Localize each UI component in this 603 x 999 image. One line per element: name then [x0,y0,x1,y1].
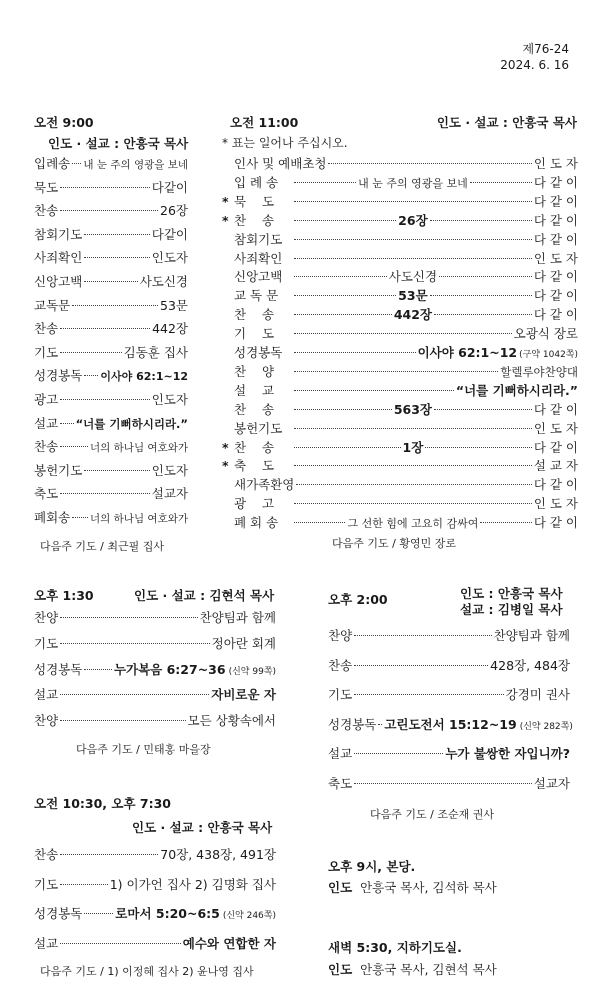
program-row [328,656,570,674]
program-label: 찬송 [34,203,59,219]
program-label: 사죄확인 [34,250,83,266]
program-row [222,305,578,323]
program-row [34,484,188,502]
dot-leader [84,234,149,235]
program-row [34,508,188,526]
program-label: 찬양 [328,628,353,643]
dot-leader [60,493,150,494]
program-row [34,154,188,172]
dot-leader [84,669,112,670]
program-value: 너의 하나님 여호와가 [90,442,188,455]
program-middle: 53문 [398,288,428,304]
dot-leader [294,371,498,372]
leader-label: 인도 [328,880,353,895]
dot-leader [294,390,454,391]
program-row [34,634,276,652]
dot-leader [60,187,150,188]
program-row [34,934,276,952]
program-extra: (구약 1042쪽) [519,350,578,360]
program-row [34,685,276,703]
service-time: 오후 1:30 [34,588,94,603]
leader-label: 인도 [328,962,353,977]
program-label: 성경봉독 [328,716,377,732]
program-row [34,461,188,479]
program-value: 다 같 이 [533,193,578,209]
program-row [34,875,276,893]
program-label: 성경봉독 [34,661,83,677]
dot-leader [84,375,98,376]
issue-number: 제76-24 [522,42,569,56]
dot-leader [60,399,150,400]
standing-marker: * [222,193,229,209]
dot-leader [60,423,73,424]
program-row [34,201,188,219]
dot-leader [60,694,209,695]
program-label: 기도 [34,876,59,892]
dot-leader [84,257,149,258]
dot-leader [60,720,185,721]
program-row [222,230,578,248]
next-week-prayer: 다음주 기도 / 1) 이정혜 집사 2) 윤나영 집사 [40,965,254,979]
program-label: 설교 [34,415,59,431]
program-value: 다같이 [151,179,188,195]
dot-leader [294,409,392,410]
program-row [222,173,578,191]
program-extra: (신약 282쪽) [519,721,573,732]
dot-leader [439,276,532,277]
next-week-prayer: 다음주 기도 / 최근필 집사 [40,539,164,553]
program-row [34,711,276,729]
dot-leader [425,447,532,448]
program-row [34,845,276,863]
program-value: 강경미 권사 [505,687,570,703]
program-label: 찬 송 [234,307,275,323]
program-value: 사도신경 [139,274,188,289]
program-label: 찬송 [34,439,59,455]
standing-marker: * [222,439,229,455]
program-value: 예수와 연합한 자 [182,935,276,951]
dot-leader [60,854,158,855]
dot-leader [60,884,108,885]
program-label: 설교 [34,935,59,951]
program-value: 인 도 자 [533,496,578,512]
program-value: 다 같 이 [533,401,579,417]
program-row [34,904,276,922]
program-row [328,774,570,792]
program-value: 고린도전서 15:12~19 [384,716,517,732]
program-row [328,626,570,644]
program-middle: 그 선한 힘에 고요히 감싸여 [347,517,479,531]
program-row [34,319,188,337]
program-value: “너를 기뻐하시리라.” [75,416,188,431]
program-label: 묵도 [34,179,59,195]
program-value: “너를 기뻐하시리라.” [455,382,578,398]
program-label: 신앙고백 [34,274,83,289]
program-value: 다 같 이 [533,477,578,493]
dot-leader [294,314,392,315]
program-label: 찬송 [34,847,59,862]
program-label: 축도 [34,486,59,502]
program-label: 광 고 [234,496,275,512]
program-value: 인도자 [151,250,188,266]
program-value: 인도자 [151,392,188,407]
program-value: 이사야 62:1~12 [417,345,518,360]
program-row [222,456,578,474]
service-time: 새벽 5:30, 지하기도실. [328,940,462,955]
program-row [34,272,188,290]
dot-leader [294,220,396,221]
program-row [222,267,578,285]
program-value: 이사야 62:1~12 [100,370,188,384]
program-label: 성경봉독 [234,345,283,360]
program-row [34,343,188,361]
program-row [34,437,188,455]
program-value: 다 같 이 [533,269,578,285]
dot-leader [60,943,181,944]
program-value: 설 교 자 [533,458,578,474]
dot-leader [354,783,532,784]
service-time: 오전 11:00 [230,115,299,130]
next-week-prayer: 다음주 기도 / 민태홍 마을장 [76,743,211,756]
program-middle: 442장 [393,307,432,323]
program-value: 오광식 장로 [513,326,578,342]
dot-leader [430,295,532,296]
dot-leader [294,352,416,353]
service-time: 오전 9:00 [34,115,94,130]
dot-leader [354,753,443,754]
program-value: 다 같 이 [533,174,578,190]
dot-leader [294,465,532,466]
dot-leader [294,503,532,504]
program-value: 누가복음 6:27~36 [113,661,226,677]
program-label: 교 독 문 [234,288,279,304]
program-row [34,178,188,196]
dot-leader [354,665,488,666]
dot-leader [294,295,396,296]
program-value: 인도자 [151,462,188,478]
program-value: 찬양팀과 함께 [493,628,570,643]
program-row [222,249,578,267]
program-row [222,513,578,531]
program-value: 인 도 자 [533,420,578,436]
program-label: 설교 [328,746,353,762]
dot-leader [294,276,387,277]
program-value: 김동훈 집사 [123,344,188,360]
dot-leader [84,281,137,282]
program-value: 26장 [160,203,188,219]
program-middle: 사도신경 [388,269,438,285]
service-time: 오전 10:30, 오후 7:30 [34,796,171,811]
dot-leader [60,210,158,211]
service-leaders [328,878,497,896]
program-extra: (신약 99쪽) [228,666,276,677]
service-leader-1: 인도 : 안흥국 목사 [460,586,563,601]
program-row [222,343,578,361]
program-middle: 1장 [402,439,424,455]
dot-leader [434,314,532,315]
program-row [328,744,570,762]
leader-names: 안흥국 목사, 김석하 목사 [360,880,497,895]
program-value: 다 같 이 [533,307,579,323]
dot-leader [294,447,401,448]
dot-leader [378,724,382,725]
program-label: 찬 송 [234,401,275,417]
program-label: 성경봉독 [34,368,83,384]
program-label: 참회기도 [234,231,283,247]
dot-leader [60,617,197,618]
service-time: 오후 2:00 [328,592,388,607]
dot-leader [354,635,491,636]
dot-leader [354,694,503,695]
program-value: 정아란 회계 [211,635,276,651]
leader-names: 안흥국 목사, 김현석 목사 [360,962,497,977]
dot-leader [60,643,209,644]
dot-leader [72,163,81,164]
program-label: 축도 [328,776,353,791]
program-label: 봉헌기도 [234,420,283,436]
dot-leader [72,305,158,306]
standing-note: * 표는 일어나 주십시오. [222,136,348,150]
program-row [222,400,578,418]
program-value: 설교자 [151,486,188,502]
service-leader: 인도 · 설교 : 안흥국 목사 [436,115,577,130]
program-value: 찬양팀과 함께 [199,610,276,625]
dot-leader [60,352,121,353]
program-value: 다 같 이 [533,212,579,228]
program-label: 축 도 [234,458,275,474]
program-value: 설교자 [533,776,570,791]
program-row [222,211,578,229]
program-extra: (신약 246쪽) [222,911,276,922]
service-leader-2: 설교 : 김병일 목사 [460,602,563,617]
program-row [222,324,578,342]
program-row [328,685,570,703]
service-leader: 인도 · 설교 : 안흥국 목사 [132,820,273,835]
dot-leader [328,163,531,164]
standing-marker: * [222,458,229,474]
program-label: 봉헌기도 [34,462,83,478]
program-label: 참회기도 [34,226,83,242]
program-label: 찬 양 [234,363,275,379]
program-value: 다같이 [151,226,188,242]
program-row [34,390,188,408]
program-row [222,192,578,210]
program-label: 설 교 [234,382,275,398]
program-value: 442장 [152,321,188,337]
program-value: 로마서 5:20~6:5 [115,906,220,922]
dot-leader [296,484,531,485]
service-leader: 인도 · 설교 : 안흥국 목사 [48,136,189,151]
program-label: 찬 송 [234,212,275,228]
program-middle: 26장 [398,212,428,228]
dot-leader [84,913,113,914]
program-label: 교독문 [34,297,71,313]
dot-leader [84,470,149,471]
program-row [34,248,188,266]
dot-leader [480,522,531,523]
program-middle: 내 눈 주의 영광을 보네 [358,176,468,190]
program-label: 설교 [34,687,59,703]
program-row [34,225,188,243]
program-label: 찬양 [34,713,59,729]
dot-leader [60,446,88,447]
dot-leader [294,258,532,259]
program-label: 성경봉독 [34,906,83,922]
program-label: 찬 송 [234,439,275,455]
program-row [34,414,188,432]
program-label: 입 례 송 [234,174,279,190]
dot-leader [294,201,532,202]
program-row [222,381,578,399]
program-label: 기도 [328,687,353,703]
program-value: 다 같 이 [533,231,578,247]
program-value: 53문 [160,297,188,313]
dot-leader [60,328,150,329]
dot-leader [294,333,512,334]
standing-marker: * [222,212,229,228]
program-row [328,715,573,733]
program-value: 인 도 자 [533,250,578,266]
dot-leader [72,517,88,518]
program-row [34,366,188,384]
program-label: 신앙고백 [234,269,283,285]
program-row [34,608,276,626]
program-value: 다 같 이 [533,439,578,455]
program-value: 모든 상황속에서 [187,713,276,729]
program-label: 기 도 [234,326,275,342]
program-label: 입례송 [34,156,71,171]
program-value: 너의 하나님 여호와가 [90,513,188,525]
program-value: 다 같 이 [533,515,578,531]
program-label: 찬양 [34,610,59,625]
dot-leader [294,428,532,429]
program-value: 내 눈 주의 영광을 보네 [83,159,188,171]
service-time: 오후 9시, 본당. [328,859,416,874]
dot-leader [430,220,532,221]
program-label: 폐회송 [34,510,71,525]
program-row [34,296,188,314]
program-row [222,475,578,493]
program-row [222,494,578,512]
next-week-prayer: 다음주 기도 / 조순재 권사 [370,807,494,821]
next-week-prayer: 다음주 기도 / 황영민 장로 [332,537,456,550]
program-row [222,362,578,380]
dot-leader [294,239,532,240]
program-label: 광고 [34,392,59,407]
program-value: 누가 불쌍한 자입니까? [445,746,570,762]
program-value: 1) 이가언 집사 2) 김명화 집사 [109,876,276,892]
program-value: 428장, 484장 [490,657,570,673]
service-leaders [328,960,497,978]
dot-leader [470,182,532,183]
program-label: 사죄확인 [234,250,283,266]
program-value: 다 같 이 [533,288,579,304]
program-label: 기도 [34,635,59,651]
program-label: 인사 및 예배초청 [234,156,327,171]
program-label: 찬송 [328,657,353,673]
bulletin-date: 2024. 6. 16 [500,58,569,72]
program-label: 새가족환영 [234,477,295,493]
program-label: 기도 [34,344,59,360]
program-label: 폐 회 송 [234,515,279,531]
program-row [222,438,578,456]
program-value: 자비로운 자 [211,687,276,703]
dot-leader [294,522,345,523]
program-row [222,419,578,437]
dot-leader [294,182,356,183]
program-label: 묵 도 [234,193,275,209]
program-value: 인 도 자 [533,156,578,171]
program-row [222,154,578,172]
service-leader: 인도 · 설교 : 김현석 목사 [134,588,275,603]
program-row [222,286,578,304]
program-value: 70장, 438장, 491장 [160,847,276,862]
program-label: 찬송 [34,321,59,337]
dot-leader [434,409,532,410]
program-value: 할렐루야찬양대 [500,364,578,379]
program-middle: 563장 [393,401,432,417]
program-row [34,660,276,678]
